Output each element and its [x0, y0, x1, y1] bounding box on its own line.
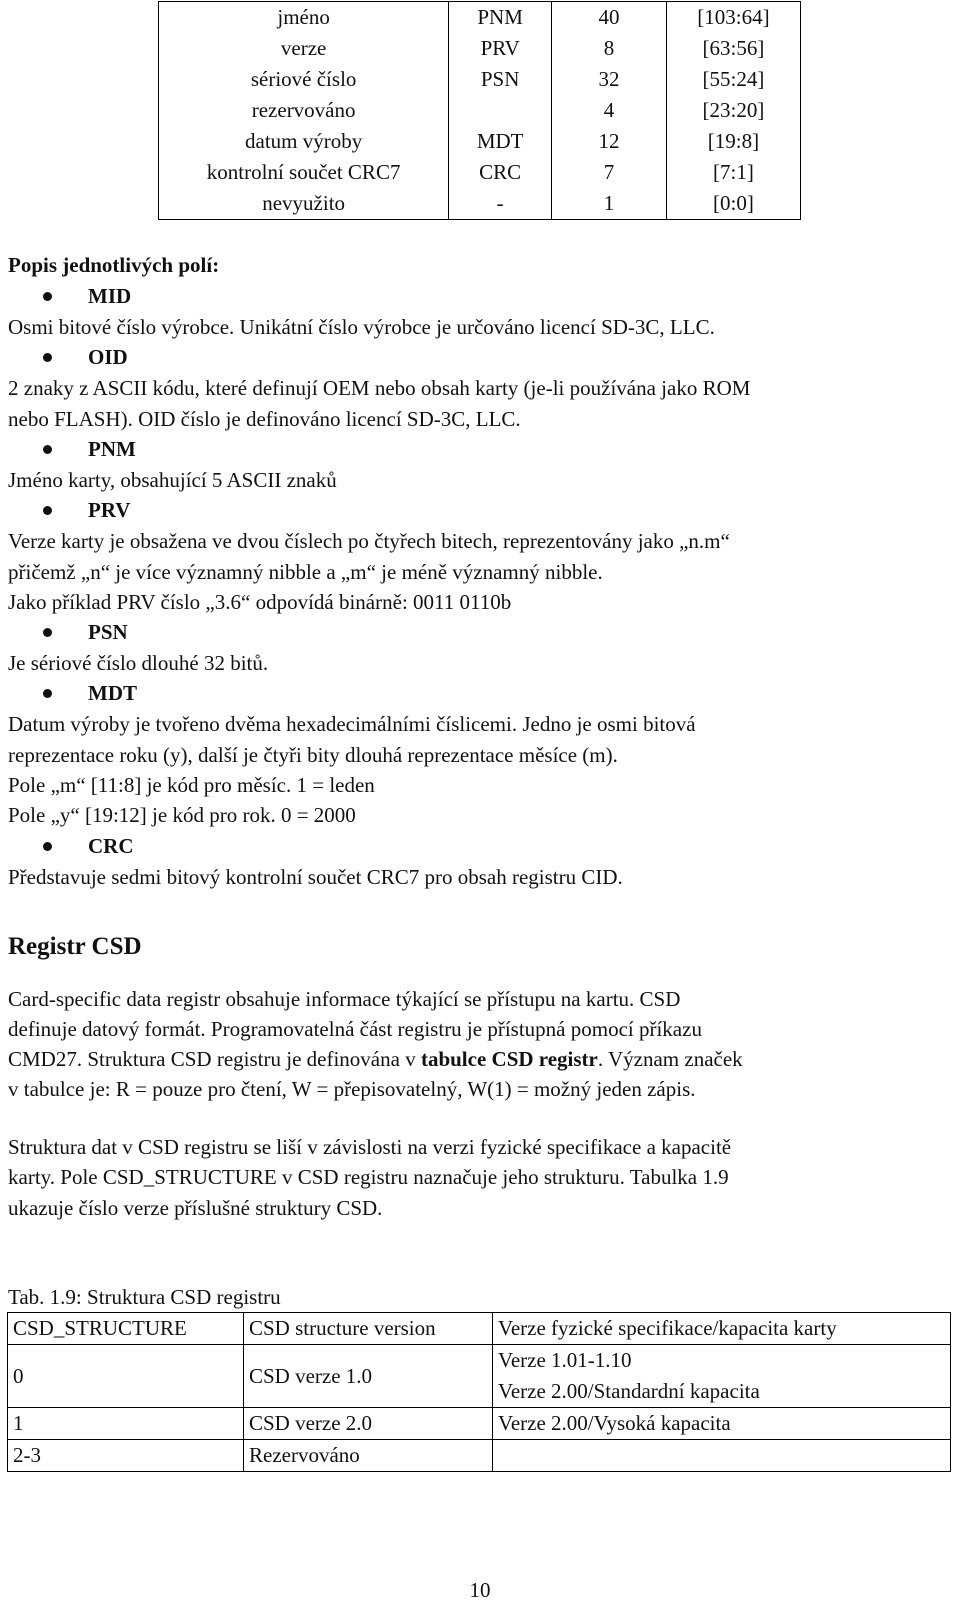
- csd-para2-line1: Struktura dat v CSD registru se liší v závislosti na verzi fyzické specifikace a kapacitě: [8, 1135, 732, 1159]
- csd-para1-line3-post: . Význam značek: [597, 1047, 743, 1071]
- cid-cell-width: 4: [552, 95, 667, 126]
- field-label-prv: PRV: [88, 498, 131, 522]
- csd-header-version: CSD structure version: [244, 1313, 493, 1345]
- csd-heading: Registr CSD: [8, 933, 142, 960]
- cid-cell-width: 1: [552, 188, 667, 220]
- cid-table-row: [159, 188, 801, 220]
- csd-para1-line2: definuje datový formát. Programovatelná část registru je přístupná pomocí příkazu: [8, 1017, 702, 1041]
- cid-cell-width: 32: [552, 64, 667, 95]
- fields-heading: Popis jednotlivých polí:: [8, 253, 220, 277]
- field-label-crc: CRC: [88, 834, 134, 858]
- cid-table-row: [159, 157, 801, 188]
- cid-cell-abbr: PNM: [477, 5, 523, 29]
- field-label-oid: OID: [88, 345, 128, 369]
- cid-cell-name: nevyužito: [159, 188, 449, 220]
- page-number: 10: [469, 1578, 491, 1602]
- cid-table-row: [159, 2, 801, 34]
- csd-cell-version: CSD verze 1.0: [244, 1345, 493, 1408]
- csd-cell-structure: 1: [8, 1408, 244, 1440]
- cid-cell-bits: [7:1]: [666, 157, 800, 188]
- csd-para2-line2: karty. Pole CSD_STRUCTURE v CSD registru naznačuje jeho strukturu. Tabulka 1.9: [8, 1165, 729, 1189]
- field-text-oid-1: 2 znaky z ASCII kódu, které definují OEM nebo obsah karty (je-li používána jako ROM: [8, 376, 751, 400]
- cid-cell-width: 12: [552, 126, 667, 157]
- csd-cell-version: CSD verze 2.0: [244, 1408, 493, 1440]
- field-label-psn: PSN: [88, 620, 128, 644]
- cid-cell-name: sériové číslo: [159, 64, 449, 95]
- csd-cell-version: Rezervováno: [244, 1440, 493, 1472]
- cid-cell-abbr: [449, 95, 552, 126]
- csd-table-reference: tabulce CSD registr: [420, 1047, 598, 1071]
- field-label-pnm: PNM: [88, 437, 136, 461]
- field-text-mdt-2: reprezentace roku (y), další je čtyři bity dlouhá reprezentace měsíce (m).: [8, 743, 618, 767]
- cid-cell-bits: [19:8]: [666, 126, 800, 157]
- csd-cell-structure: 0: [8, 1345, 244, 1408]
- csd-header-spec: Verze fyzické specifikace/kapacita karty: [493, 1313, 951, 1345]
- csd-header-structure: CSD_STRUCTURE: [8, 1313, 244, 1345]
- cid-cell-bits: [55:24]: [666, 64, 800, 95]
- field-text-mdt-3: Pole „m“ [11:8] je kód pro měsíc. 1 = leden: [8, 773, 375, 797]
- bullet-prv: [43, 506, 52, 515]
- csd-table-header-row: [8, 1313, 951, 1345]
- field-text-mdt-4: Pole „y“ [19:12] je kód pro rok. 0 = 2000: [8, 803, 356, 827]
- cid-cell-bits: [23:20]: [666, 95, 800, 126]
- cid-cell-abbr: PSN: [480, 67, 520, 91]
- cid-cell-name: datum výroby: [159, 126, 449, 157]
- field-text-mdt-1: Datum výroby je tvořeno dvěma hexadecimálními číslicemi. Jedno je osmi bitová: [8, 712, 696, 736]
- bullet-psn: [43, 628, 52, 637]
- cid-cell-bits: [0:0]: [666, 188, 800, 220]
- csd-para1-line1: Card-specific data registr obsahuje informace týkající se přístupu na kartu. CSD: [8, 987, 681, 1011]
- field-text-oid-2: nebo FLASH). OID číslo je definováno licencí SD-3C, LLC.: [8, 407, 521, 431]
- cid-table-row: [159, 33, 801, 64]
- field-text-prv-1: Verze karty je obsažena ve dvou číslech po čtyřech bitech, reprezentovány jako „n.m“: [8, 529, 730, 553]
- field-text-mid: Osmi bitové číslo výrobce. Unikátní číslo výrobce je určováno licencí SD-3C, LLC.: [8, 315, 715, 339]
- field-label-mdt: MDT: [88, 681, 137, 705]
- cid-field-table: [158, 1, 801, 220]
- field-text-prv-2: přičemž „n“ je více významný nibble a „m“ je méně významný nibble.: [8, 560, 603, 584]
- csd-table-row: [8, 1345, 951, 1408]
- csd-para2-line3: ukazuje číslo verze příslušné struktury CSD.: [8, 1196, 383, 1220]
- csd-table-caption: Tab. 1.9: Struktura CSD registru: [8, 1285, 281, 1309]
- bullet-mdt: [43, 689, 52, 698]
- bullet-mid: [43, 292, 52, 301]
- cid-cell-abbr: PRV: [480, 36, 520, 60]
- bullet-oid: [43, 353, 52, 362]
- field-text-pnm: Jméno karty, obsahující 5 ASCII znaků: [8, 468, 337, 492]
- csd-cell-structure: 2-3: [8, 1440, 244, 1472]
- cid-cell-abbr: -: [496, 191, 504, 215]
- cid-cell-name: kontrolní součet CRC7: [159, 157, 449, 188]
- cid-table-row: [159, 126, 801, 157]
- field-text-psn: Je sériové číslo dlouhé 32 bitů.: [8, 651, 269, 675]
- csd-cell-spec: [493, 1440, 951, 1472]
- csd-cell-spec-line1: Verze 1.01-1.10: [498, 1348, 632, 1372]
- csd-structure-table: [7, 1312, 951, 1472]
- bullet-pnm: [43, 445, 52, 454]
- cid-cell-name: jméno: [159, 2, 449, 34]
- cid-cell-width: 8: [552, 33, 667, 64]
- cid-cell-width: 7: [552, 157, 667, 188]
- cid-cell-width: 40: [552, 2, 667, 34]
- csd-para1-line3: [8, 1044, 743, 1075]
- cid-cell-bits: [63:56]: [666, 33, 800, 64]
- cid-table-row: [159, 95, 801, 126]
- cid-cell-name: verze: [159, 33, 449, 64]
- csd-table-row: [8, 1408, 951, 1440]
- csd-table-row: [8, 1440, 951, 1472]
- cid-cell-abbr: MDT: [476, 129, 524, 153]
- csd-para1-line3-pre: CMD27. Struktura CSD registru je definována v: [8, 1047, 421, 1071]
- bullet-crc: [43, 842, 52, 851]
- csd-para1-line4: v tabulce je: R = pouze pro čtení, W = přepisovatelný, W(1) = možný jeden zápis.: [8, 1077, 696, 1101]
- cid-table-row: [159, 64, 801, 95]
- cid-cell-abbr: CRC: [479, 160, 522, 184]
- field-label-mid: MID: [88, 284, 132, 308]
- field-text-crc: Představuje sedmi bitový kontrolní součet CRC7 pro obsah registru CID.: [8, 865, 623, 889]
- cid-cell-bits: [103:64]: [666, 2, 800, 34]
- csd-cell-spec: Verze 2.00/Vysoká kapacita: [493, 1408, 951, 1440]
- cid-cell-name: rezervováno: [159, 95, 449, 126]
- field-text-prv-3: Jako příklad PRV číslo „3.6“ odpovídá binárně: 0011 0110b: [8, 590, 512, 614]
- csd-cell-spec: [493, 1345, 951, 1408]
- csd-cell-spec-line2: Verze 2.00/Standardní kapacita: [498, 1379, 760, 1403]
